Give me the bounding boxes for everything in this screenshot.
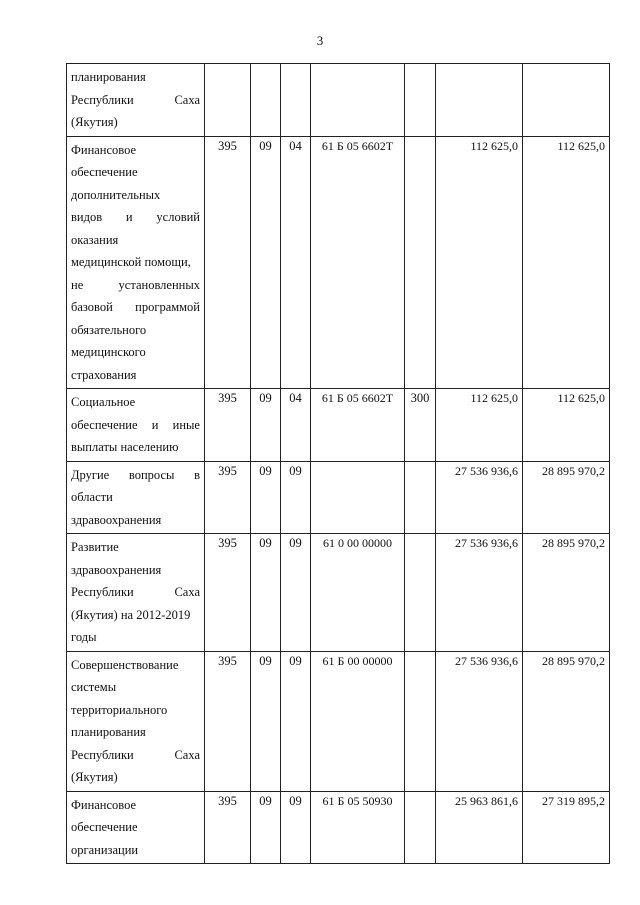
amount-year-2: 112 625,0 [523, 136, 610, 389]
table-row [67, 461, 610, 534]
name-line: обязательного [71, 322, 147, 337]
name-line: Развитие [71, 540, 119, 554]
name-line: обеспечение [71, 165, 138, 179]
section-code: 09 [251, 791, 281, 864]
subsection-code [281, 64, 311, 137]
expense-type-code [405, 461, 436, 534]
grbs-code [205, 64, 251, 137]
name-line: области [71, 490, 113, 504]
section-code: 09 [251, 389, 281, 462]
amount-year-1: 27 536 936,6 [436, 651, 523, 791]
name-line: Финансовое [71, 797, 137, 812]
amount-year-1: 112 625,0 [436, 136, 523, 389]
target-article-code: 61 0 00 00000 [311, 534, 405, 652]
expense-type-code [405, 791, 436, 864]
amount-year-1: 25 963 861,6 [436, 791, 523, 864]
name-line: территориального [71, 702, 168, 717]
expense-type-code: 300 [405, 389, 436, 462]
subsection-code: 04 [281, 389, 311, 462]
name-line: медицинской помощи, [71, 255, 191, 269]
section-code: 09 [251, 136, 281, 389]
row-name [67, 64, 205, 137]
name-line: здравоохранения [71, 512, 162, 527]
grbs-code: 395 [205, 534, 251, 652]
expense-type-code [405, 651, 436, 791]
name-line: (Якутия) на 2012-2019 [71, 607, 191, 622]
grbs-code: 395 [205, 136, 251, 389]
grbs-code: 395 [205, 461, 251, 534]
target-article-code [311, 64, 405, 137]
row-name [67, 136, 205, 389]
subsection-code: 09 [281, 651, 311, 791]
subsection-code: 04 [281, 136, 311, 389]
section-code [251, 64, 281, 137]
name-line: планирования [71, 725, 146, 739]
row-name [67, 651, 205, 791]
name-line: Финансовое [71, 142, 137, 157]
target-article-code: 61 Б 00 00000 [311, 651, 405, 791]
name-line: базовой программой [71, 300, 200, 314]
name-line: годы [71, 630, 97, 644]
name-line: (Якутия) [71, 115, 118, 129]
amount-year-2: 28 895 970,2 [523, 534, 610, 652]
name-line: системы [71, 680, 117, 694]
amount-year-2: 28 895 970,2 [523, 461, 610, 534]
subsection-code: 09 [281, 534, 311, 652]
table-row [67, 64, 610, 137]
table-body [67, 64, 610, 864]
target-article-code: 61 Б 05 6602Т [311, 389, 405, 462]
expense-type-code [405, 136, 436, 389]
target-article-code: 61 Б 05 50930 [311, 791, 405, 864]
name-line: Другие вопросы в [71, 467, 200, 482]
table-row [67, 136, 610, 389]
row-name [67, 791, 205, 864]
amount-year-2 [523, 64, 610, 137]
name-line: дополнительных [71, 187, 161, 202]
budget-table [66, 63, 610, 864]
subsection-code: 09 [281, 461, 311, 534]
amount-year-2: 112 625,0 [523, 389, 610, 462]
grbs-code: 395 [205, 791, 251, 864]
name-line: обеспечение [71, 820, 138, 834]
page-number: 3 [316, 33, 324, 48]
name-line: планирования [71, 70, 146, 84]
amount-year-1: 27 536 936,6 [436, 461, 523, 534]
amount-year-1: 27 536 936,6 [436, 534, 523, 652]
table-row [67, 389, 610, 462]
table-row [67, 791, 610, 864]
row-name [67, 389, 205, 462]
subsection-code: 09 [281, 791, 311, 864]
name-line: Социальное [71, 395, 136, 409]
row-name [67, 461, 205, 534]
target-article-code [311, 461, 405, 534]
amount-year-1: 112 625,0 [436, 389, 523, 462]
name-line: выплаты населению [71, 440, 179, 454]
name-line: обеспечение и иные [71, 417, 200, 432]
row-name [67, 534, 205, 652]
section-code: 09 [251, 651, 281, 791]
name-line: видов и условий [71, 210, 200, 224]
name-line: Республики Саха [71, 92, 200, 107]
grbs-code: 395 [205, 389, 251, 462]
section-code: 09 [251, 534, 281, 652]
expense-type-code [405, 534, 436, 652]
amount-year-2: 27 319 895,2 [523, 791, 610, 864]
amount-year-2: 28 895 970,2 [523, 651, 610, 791]
name-line: оказания [71, 232, 119, 247]
name-line: (Якутия) [71, 770, 118, 784]
expense-type-code [405, 64, 436, 137]
grbs-code: 395 [205, 651, 251, 791]
name-line: здравоохранения [71, 562, 162, 577]
amount-year-1 [436, 64, 523, 137]
table-row [67, 651, 610, 791]
name-line: Республики Саха [71, 585, 200, 599]
name-line: медицинского [71, 345, 146, 359]
section-code: 09 [251, 461, 281, 534]
name-line: Совершенствование [71, 657, 179, 672]
name-line: Республики Саха [71, 747, 200, 762]
table-row [67, 534, 610, 652]
name-line: страхования [71, 367, 137, 382]
name-line: организации [71, 842, 139, 857]
name-line: не установленных [71, 277, 200, 292]
target-article-code: 61 Б 05 6602Т [311, 136, 405, 389]
